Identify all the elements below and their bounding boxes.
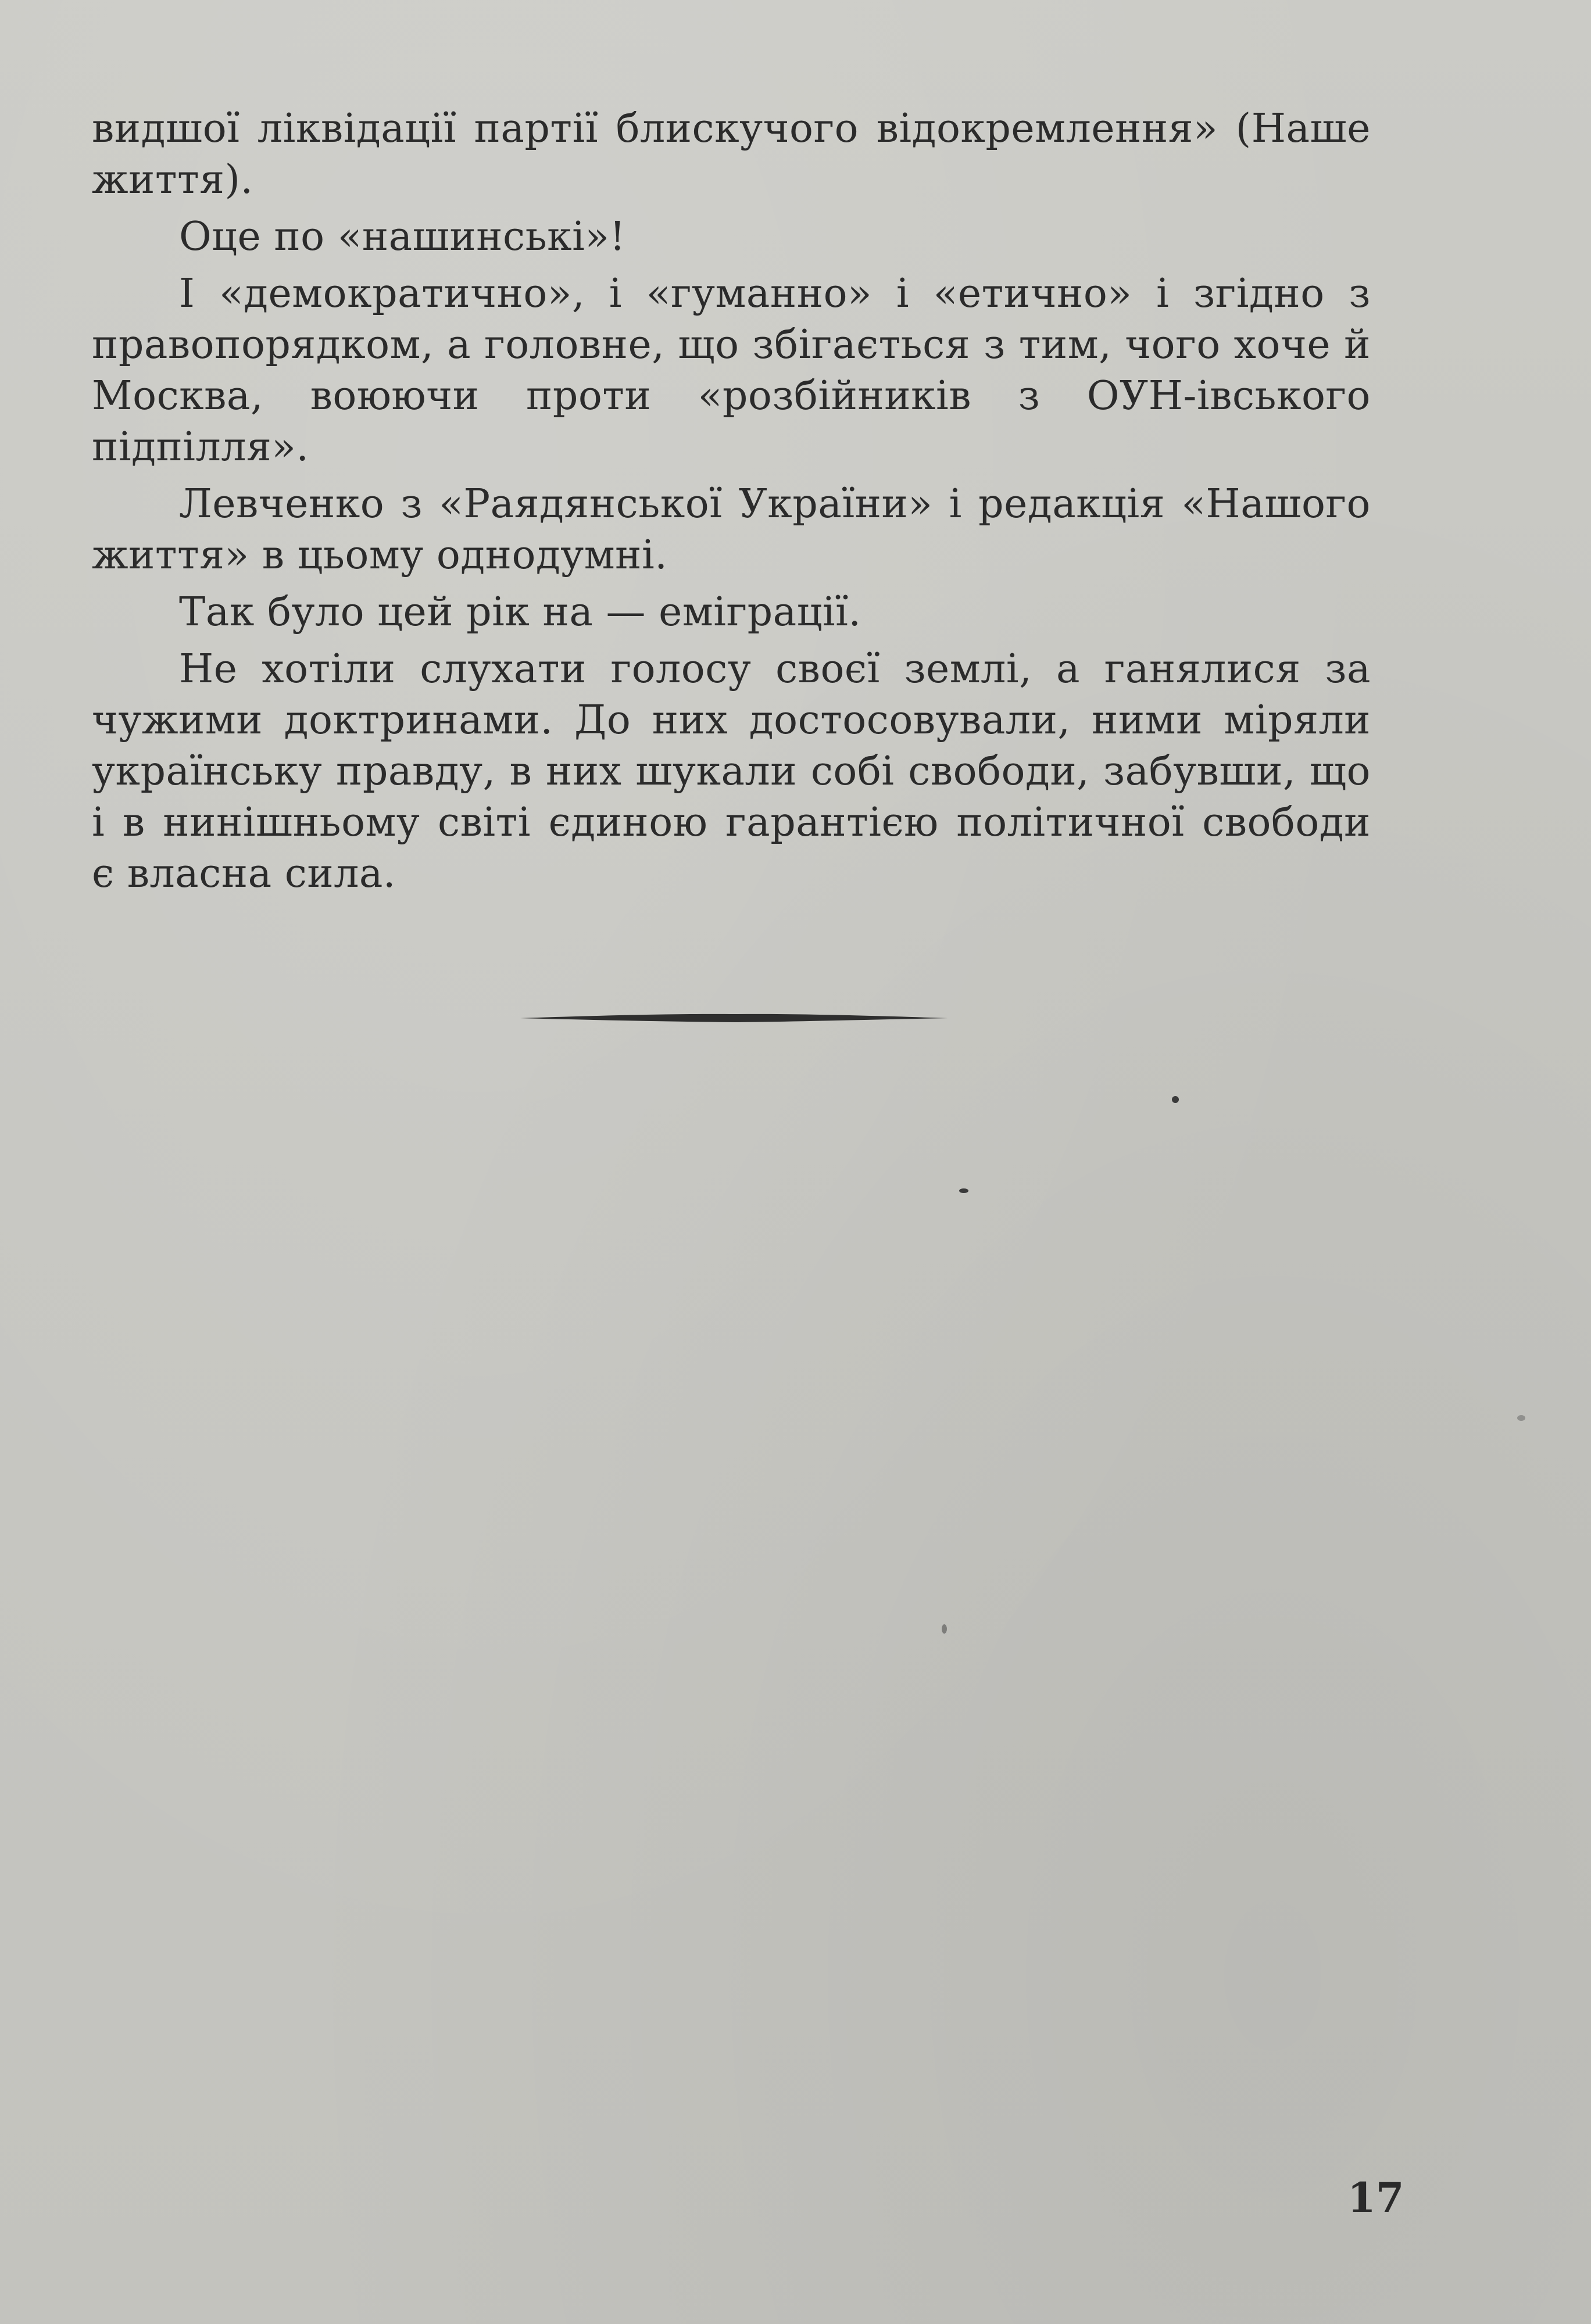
paper-speck [959, 1188, 968, 1193]
paper-speck [1172, 1096, 1179, 1103]
paragraph: Так було цей рік на — еміграції. [179, 589, 861, 635]
paragraph-continuation: видшої ліквідації партії блискучого відокремлення» (Наше життя). [92, 106, 1371, 203]
paragraph: Оце по «нашинські»! [179, 214, 626, 260]
paragraph: Не хотіли слухати голосу своєї землі, а ганялися за чужими доктринами. До них достосовували, ними міряли українську правду, в них шукали собі свободи, забувши, що і в нинішньому світі єдиною гарантією політичної свободи є власна сила. [92, 646, 1371, 897]
page-number: 17 [1347, 2173, 1404, 2222]
paper-speck [1517, 1415, 1525, 1421]
paragraph: Левченко з «Раядянської України» і редакція «Нашого життя» в цьому однодумні. [92, 481, 1371, 578]
paper-speck [942, 1624, 947, 1634]
section-divider [520, 1010, 948, 1026]
paragraph: І «демократично», і «гуманно» і «етично» і згідно з правопорядком, а головне, що збігається з тим, чого хоче й Москва, воюючи проти «розбійників з ОУН-івського підпілля». [92, 271, 1371, 470]
body-text [92, 103, 1371, 900]
